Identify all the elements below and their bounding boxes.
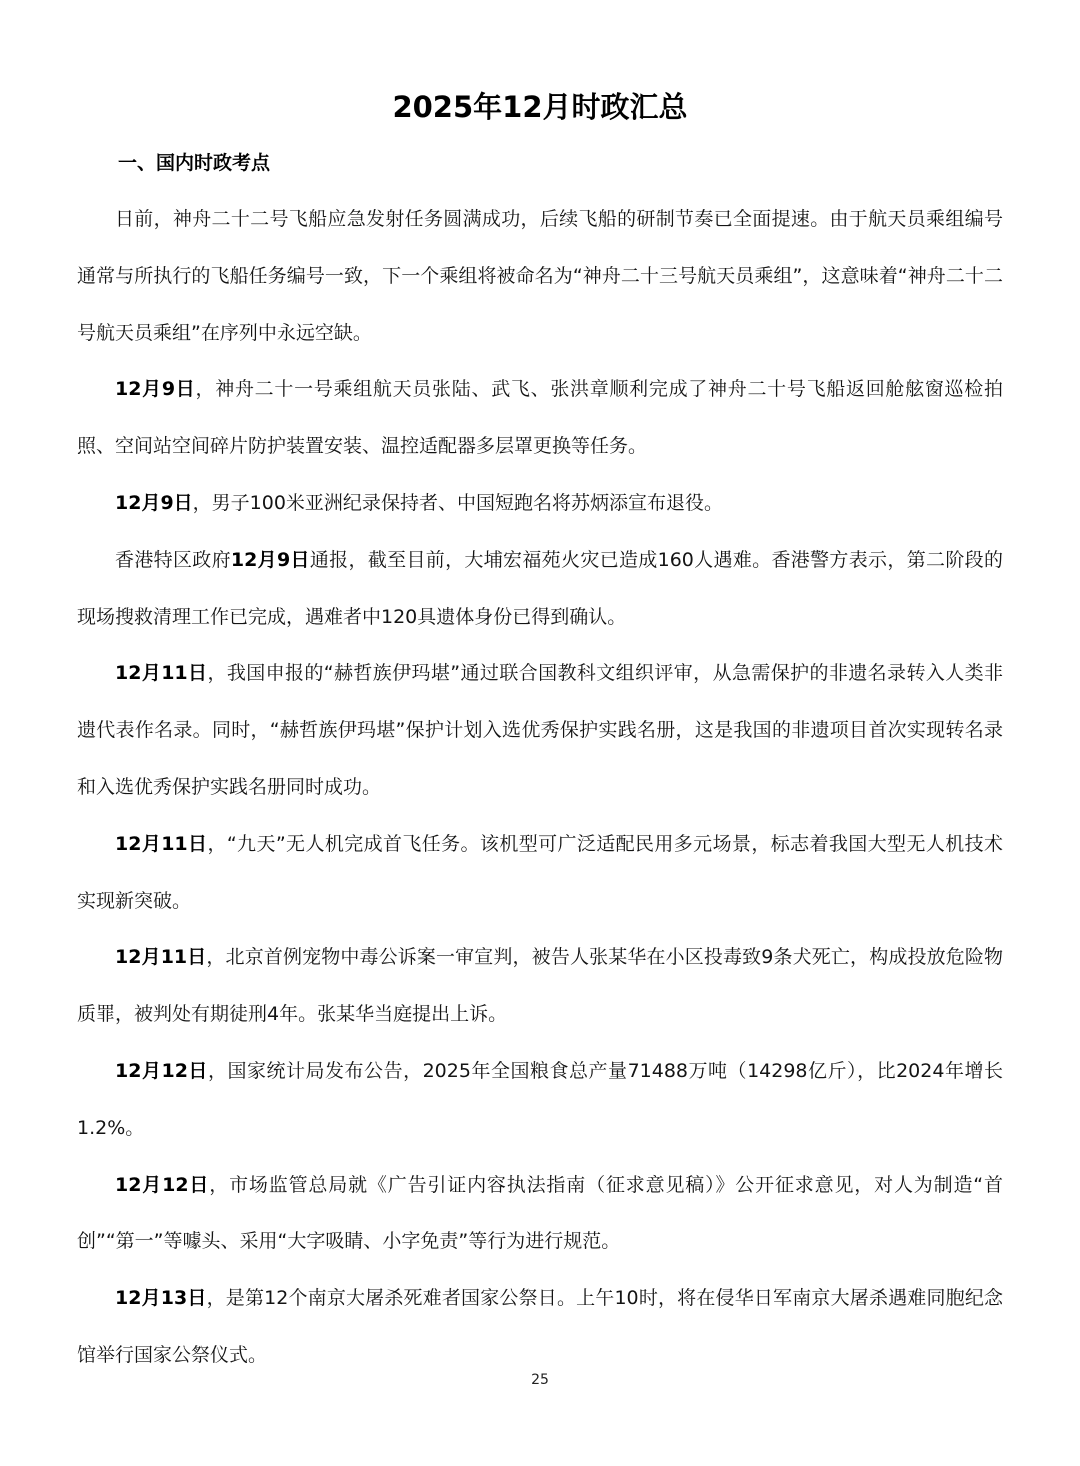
paragraph-text: ，国家统计局发布公告，2025年全国粮食总产量71488万吨（14298亿斤），比2024年增长1.2%。: [77, 1059, 1003, 1139]
news-paragraph: [77, 532, 1003, 646]
paragraph-prefix: 香港特区政府: [115, 548, 231, 571]
news-paragraph: [77, 1043, 1003, 1157]
section-heading: 一、国内时政考点: [118, 152, 271, 174]
news-paragraph: [77, 929, 1003, 1043]
paragraph-text: ，我国申报的“赫哲族伊玛堪”通过联合国教科文组织评审，从急需保护的非遗名录转入人类非遗代表作名录。同时，“赫哲族伊玛堪”保护计划入选优秀保护实践名册，这是我国的非遗项目首次实现转名录和入选优秀保护实践名册同时成功。: [77, 662, 1003, 798]
news-paragraph: [77, 1157, 1003, 1271]
news-paragraph: [77, 361, 1003, 475]
news-paragraph: [77, 1270, 1003, 1384]
paragraph-date: 12月11日: [115, 832, 208, 855]
page-number: 25: [531, 1372, 549, 1388]
paragraph-text: ，北京首例宠物中毒公诉案一审宣判，被告人张某华在小区投毒致9条犬死亡，构成投放危险物质罪，被判处有期徒刑4年。张某华当庭提出上诉。: [77, 946, 1003, 1026]
news-paragraph: [77, 645, 1003, 815]
news-paragraph: [77, 816, 1003, 930]
paragraph-date: 12月9日: [115, 378, 196, 401]
paragraph-date: 12月9日: [115, 491, 193, 514]
paragraph-date: 12月11日: [115, 662, 208, 685]
page-title: 2025年12月时政汇总: [392, 90, 688, 124]
paragraph-date: 12月9日: [230, 548, 310, 571]
news-paragraph: [77, 475, 1003, 532]
paragraph-text: ，市场监管总局就《广告引证内容执法指南（征求意见稿）》公开征求意见，对人为制造“首创”“第一”等噱头、采用“大字吸睛、小字免责”等行为进行规范。: [77, 1173, 1003, 1253]
document-body: [77, 191, 1003, 1384]
paragraph-text: ，神舟二十一号乘组航天员张陆、武飞、张洪章顺利完成了神舟二十号飞船返回舱舷窗巡检拍照、空间站空间碎片防护装置安装、温控适配器多层罩更换等任务。: [77, 378, 1003, 458]
paragraph-date: 12月12日: [115, 1059, 208, 1082]
paragraph-text: ，“九天”无人机完成首飞任务。该机型可广泛适配民用多元场景，标志着我国大型无人机技术实现新突破。: [77, 832, 1003, 912]
paragraph-date: 12月12日: [115, 1173, 210, 1196]
paragraph-text: 通报，截至目前，大埔宏福苑火灾已造成160人遇难。香港警方表示，第二阶段的现场搜救清理工作已完成，遇难者中120具遗体身份已得到确认。: [77, 548, 1003, 628]
news-paragraph: [77, 191, 1003, 361]
paragraph-date: 12月13日: [115, 1287, 207, 1310]
paragraph-text: ，是第12个南京大屠杀死难者国家公祭日。上午10时，将在侵华日军南京大屠杀遇难同胞纪念馆举行国家公祭仪式。: [77, 1287, 1003, 1366]
paragraph-text: 日前，神舟二十二号飞船应急发射任务圆满成功，后续飞船的研制节奏已全面提速。由于航天员乘组编号通常与所执行的飞船任务编号一致，下一个乘组将被命名为“神舟二十三号航天员乘组”，这意味着“神舟二十二号航天员乘组”在序列中永远空缺。: [77, 208, 1003, 344]
paragraph-text: ，男子100米亚洲纪录保持者、中国短跑名将苏炳添宣布退役。: [192, 491, 723, 514]
paragraph-date: 12月11日: [115, 946, 207, 969]
